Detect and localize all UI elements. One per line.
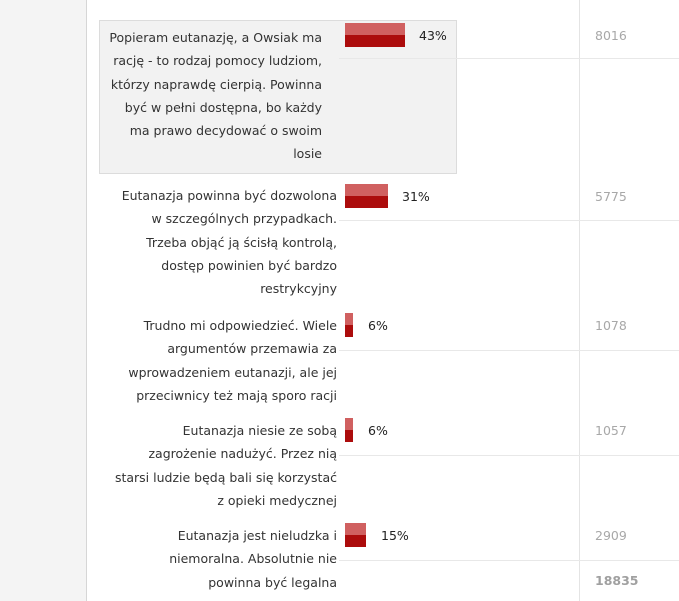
result-bar: [345, 313, 353, 337]
answer-text-line: przeciwnicy też mają sporo racji: [136, 387, 337, 403]
answer-text-line: w szczególnych przypadkach.: [151, 211, 337, 227]
result-bar-highlight: [345, 313, 353, 325]
answer-text-line: restrykcyjny: [260, 281, 337, 297]
result-bar: [345, 418, 353, 442]
total-votes: 18835: [595, 573, 639, 588]
vote-count: 1078: [595, 318, 627, 333]
vote-count: 2909: [595, 528, 627, 543]
answer-text-line: być w pełni dostępna, bo każdy: [124, 99, 322, 115]
vote-count: 8016: [595, 28, 627, 43]
answer-text-line: losie: [293, 146, 322, 162]
result-bar-highlight: [345, 523, 366, 535]
percent-label: 6%: [368, 318, 388, 333]
answer-text: [104, 184, 337, 300]
answer-text: [104, 419, 337, 512]
result-bar: [345, 23, 405, 47]
answer-text-line: rację - to rodzaj pomocy ludziom,: [113, 53, 322, 69]
answer-text-line: którzy naprawdę cierpią. Powinna: [110, 76, 322, 92]
percent-label: 31%: [402, 189, 430, 204]
row-divider: [339, 220, 679, 221]
answer-text: [104, 314, 337, 407]
row-divider: [339, 350, 679, 351]
answer-text-line: z opieki medycznej: [217, 492, 337, 508]
result-bar-highlight: [345, 23, 405, 35]
answer-text-line: Eutanazja jest nieludzka i: [177, 528, 337, 543]
row-divider: [339, 455, 679, 456]
answer-text: [104, 26, 322, 166]
answer-text-line: Eutanazja powinna być dozwolona: [121, 188, 337, 203]
answer-text-line: wprowadzeniem eutanazji, ale jej: [128, 364, 337, 380]
answer-text-line: ma prawo decydować o swoim: [129, 123, 322, 139]
vote-count: 5775: [595, 189, 627, 204]
answer-text-line: niemoralna. Absolutnie nie: [169, 551, 337, 567]
answer-text-line: zagrożenie nadużyć. Przez nią: [148, 446, 337, 462]
answer-text-line: powinna być legalna: [208, 574, 337, 590]
result-bar: [345, 523, 366, 547]
answer-text-line: argumentów przemawia za: [167, 341, 337, 357]
answer-text-line: Trzeba objąć ją ścisłą kontrolą,: [146, 234, 337, 250]
percent-label: 43%: [419, 28, 447, 43]
answer-text-line: Eutanazja niesie ze sobą: [182, 423, 337, 438]
result-bar-shade: [345, 35, 405, 47]
percent-label: 15%: [381, 528, 409, 543]
answer-text-line: starsi ludzie będą bali się korzystać: [114, 469, 337, 485]
result-bar-shade: [345, 196, 388, 208]
left-sidebar-strip: [0, 0, 87, 601]
result-bar-shade: [345, 325, 353, 337]
answer-text: [104, 524, 337, 594]
result-bar-highlight: [345, 418, 353, 430]
answer-text-line: Popieram eutanazję, a Owsiak ma: [109, 30, 322, 45]
row-divider: [339, 58, 679, 59]
vote-count: 1057: [595, 423, 627, 438]
result-bar-highlight: [345, 184, 388, 196]
row-divider: [339, 560, 679, 561]
percent-label: 6%: [368, 423, 388, 438]
answer-text-line: dostęp powinien być bardzo: [161, 257, 337, 273]
votes-column: [579, 0, 679, 601]
answer-text-line: Trudno mi odpowiedzieć. Wiele: [143, 318, 337, 333]
result-bar: [345, 184, 388, 208]
result-bar-shade: [345, 535, 366, 547]
result-bar-shade: [345, 430, 353, 442]
